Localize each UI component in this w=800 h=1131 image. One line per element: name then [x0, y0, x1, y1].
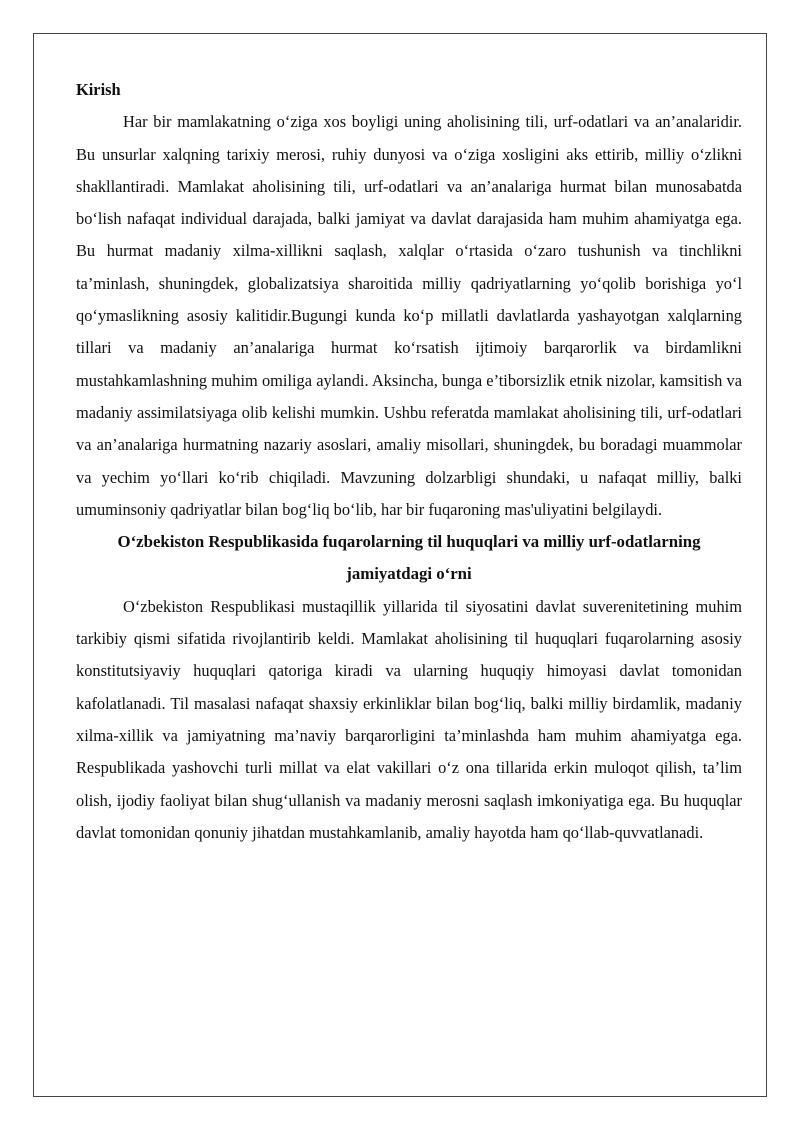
document-body: [76, 74, 742, 849]
intro-paragraph: Har bir mamlakatning o‘ziga xos boyligi uning aholisining tili, urf-odatlari va an’analaridir. Bu unsurlar xalqning tarixiy merosi, ruhiy dunyosi va o‘ziga xosligini aks ettirib, milliy o‘zlikni shakllantiradi. Mamlakat aholisining tili, urf-odatlari va an’analariga hurmat bilan munosabatda bo‘lish nafaqat individual darajada, balki jamiyat va davlat darajasida ham muhim ahamiyatga ega. Bu hurmat madaniy xilma-xillikni saqlash, xalqlar o‘rtasida o‘zaro tushunish va tinchlikni ta’minlash, shuningdek, globalizatsiya sharoitida milliy qadriyatlarning yo‘qolib borishiga yo‘l qo‘ymaslikning asosiy kalitidir.Bugungi kunda ko‘p millatli davlatlarda yashayotgan xalqlarning tillari va madaniy an’analariga hurmat ko‘rsatish ijtimoiy barqarorlik va birdamlikni mustahkamlashning muhim omiliga aylandi. Aksincha, bunga e’tiborsizlik etnik nizolar, kamsitish va madaniy assimilatsiyaga olib kelishi mumkin. Ushbu referatda mamlakat aholisining tili, urf-odatlari va an’analariga hurmatning nazariy asoslari, amaliy misollari, shuningdek, bu boradagi muammolar va yechim yo‘llari ko‘rib chiqiladi. Mavzuning dolzarbligi shundaki, u nafaqat milliy, balki umuminsoniy qadriyatlar bilan bog‘liq bo‘lib, har bir fuqaroning mas'uliyatini belgilaydi.: [76, 112, 742, 519]
section-paragraph: O‘zbekiston Respublikasi mustaqillik yillarida til siyosatini davlat suverenitetining muhim tarkibiy qismi sifatida rivojlantirib keldi. Mamlakat aholisining til huquqlari fuqarolarning asosiy konstitutsiyaviy huquqlari qatoriga kiradi va ularning huquqiy himoyasi davlat tomonidan kafolatlanadi. Til masalasi nafaqat shaxsiy erkinliklar bilan bog‘liq, balki milliy birdamlik, madaniy xilma-xillik va jamiyatning ma’naviy barqarorligini ta’minlashda ham muhim ahamiyatga ega. Respublikada yashovchi turli millat va elat vakillari o‘z ona tillarida erkin muloqot qilish, ta’lim olish, ijodiy faoliyat bilan shug‘ullanish va madaniy merosni saqlash imkoniyatiga ega. Bu huquqlar davlat tomonidan qonuniy jihatdan mustahkamlanib, amaliy hayotda ham qo‘llab-quvvatlanadi.: [76, 596, 742, 842]
section-title: O‘zbekiston Respublikasida fuqarolarning til huquqlari va milliy urf-odatlarning jamiyatdagi o‘rni: [117, 532, 701, 584]
intro-heading: Kirish: [76, 80, 121, 99]
